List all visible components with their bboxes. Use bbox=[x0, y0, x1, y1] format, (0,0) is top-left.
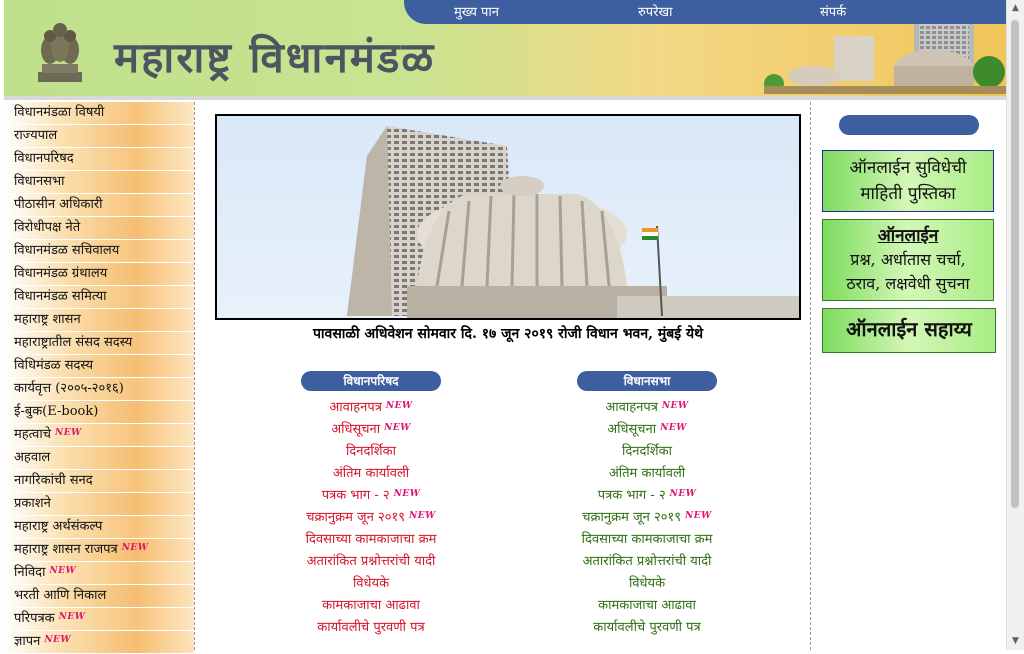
council-column bbox=[241, 370, 501, 639]
link-label: विधेयके bbox=[628, 576, 666, 591]
sidebar-item[interactable] bbox=[4, 309, 194, 331]
link-label: कामकाजाचा आढावा bbox=[598, 598, 696, 613]
link-label: कार्यावलीचे पुरवणी पत्र bbox=[317, 620, 425, 635]
link-label: अतारांकित प्रश्नोत्तरांची यादी bbox=[582, 554, 712, 569]
new-badge: NEW bbox=[121, 543, 149, 553]
sidebar-item-label: विधानमंडळ ग्रंथालय bbox=[14, 266, 108, 281]
sidebar-item[interactable] bbox=[4, 102, 194, 124]
online-help-button[interactable]: ऑनलाईन सहाय्य bbox=[822, 308, 996, 353]
council-link[interactable] bbox=[241, 551, 501, 573]
sidebar-item[interactable] bbox=[4, 332, 194, 354]
right-panel-header bbox=[839, 115, 979, 135]
session-caption: पावसाळी अधिवेशन सोमवार दि. १७ जून २०१९ रोजी विधान भवन, मुंबई येथे bbox=[312, 326, 704, 342]
state-emblem-icon bbox=[32, 20, 88, 84]
site-header bbox=[4, 0, 1006, 96]
sidebar-item-label: कार्यवृत्त (२००५-२०१६) bbox=[14, 381, 124, 396]
sidebar-item-label: विधानमंडळ सचिवालय bbox=[14, 243, 120, 258]
sidebar-item-label: विधानपरिषद bbox=[14, 151, 74, 166]
sidebar-item[interactable] bbox=[4, 240, 194, 262]
online-questions-button[interactable] bbox=[822, 219, 994, 301]
top-navigation bbox=[404, 0, 1006, 24]
assembly-link[interactable] bbox=[517, 529, 777, 551]
link-label: पत्रक भाग - २ bbox=[321, 488, 390, 503]
link-label: कार्यावलीचे पुरवणी पत्र bbox=[593, 620, 701, 635]
link-label: दिनदर्शिका bbox=[346, 444, 396, 459]
sidebar-item-label: ज्ञापन bbox=[14, 634, 41, 649]
sidebar-item-label: विधानसभा bbox=[14, 174, 65, 189]
sidebar-item[interactable] bbox=[4, 608, 194, 630]
booklet-line-2: माहिती पुस्तिका bbox=[860, 184, 956, 204]
sidebar-item[interactable] bbox=[4, 401, 194, 423]
link-label: अंतिम कार्यावली bbox=[608, 466, 686, 481]
new-badge: NEW bbox=[669, 489, 697, 499]
sidebar-item[interactable] bbox=[4, 125, 194, 147]
new-badge: NEW bbox=[661, 401, 689, 411]
council-link[interactable] bbox=[241, 485, 501, 507]
link-label: विधेयके bbox=[352, 576, 390, 591]
assembly-link[interactable] bbox=[517, 617, 777, 639]
sidebar-item-label: नागरिकांची सनद bbox=[14, 473, 93, 488]
assembly-link[interactable] bbox=[517, 397, 777, 419]
link-label: कामकाजाचा आढावा bbox=[322, 598, 420, 613]
link-label: आवाहनपत्र bbox=[605, 400, 658, 415]
link-label: अधिसूचना bbox=[331, 422, 381, 437]
sidebar-item-label: विधानमंडळ समित्या bbox=[14, 289, 107, 304]
sidebar-item[interactable] bbox=[4, 378, 194, 400]
assembly-link[interactable] bbox=[517, 419, 777, 441]
online-questions-line-1: प्रश्न, अर्धातास चर्चा, bbox=[850, 250, 966, 269]
assembly-link[interactable] bbox=[517, 595, 777, 617]
sidebar-item[interactable] bbox=[4, 286, 194, 308]
sidebar-item[interactable] bbox=[4, 539, 194, 561]
page bbox=[4, 0, 1006, 650]
sidebar-item[interactable] bbox=[4, 263, 194, 285]
council-link[interactable] bbox=[241, 419, 501, 441]
link-label: दिवसाच्या कामकाजाचा क्रम bbox=[305, 532, 437, 547]
right-divider bbox=[810, 102, 811, 650]
nav-link-contact[interactable]: संपर्क bbox=[820, 5, 847, 20]
assembly-link[interactable] bbox=[517, 485, 777, 507]
assembly-column bbox=[517, 370, 777, 639]
nav-link-home[interactable]: मुख्य पान bbox=[454, 5, 500, 20]
sidebar-item-label: प्रकाशने bbox=[14, 496, 51, 511]
link-label: दिनदर्शिका bbox=[622, 444, 672, 459]
sidebar-item-label: पीठासीन अधिकारी bbox=[14, 197, 103, 212]
sidebar-item[interactable] bbox=[4, 493, 194, 515]
booklet-line-1: ऑनलाईन सुविधेची bbox=[849, 158, 967, 178]
sidebar-item[interactable] bbox=[4, 148, 194, 170]
link-label: अतारांकित प्रश्नोत्तरांची यादी bbox=[306, 554, 436, 569]
council-link[interactable] bbox=[241, 397, 501, 419]
new-badge: NEW bbox=[409, 511, 436, 521]
scroll-up-arrow-icon[interactable]: ▲ bbox=[1007, 0, 1024, 17]
vertical-scrollbar[interactable] bbox=[1006, 0, 1024, 650]
nav-link-outline[interactable]: रुपरेखा bbox=[638, 5, 673, 20]
link-label: दिवसाच्या कामकाजाचा क्रम bbox=[581, 532, 713, 547]
sidebar-item-label: महाराष्ट्र अर्थसंकल्प bbox=[14, 519, 103, 534]
sidebar-item-label: परिपत्रक bbox=[14, 611, 55, 626]
sidebar-item[interactable] bbox=[4, 516, 194, 538]
assembly-link[interactable] bbox=[517, 573, 777, 595]
sidebar-item[interactable] bbox=[4, 217, 194, 239]
sidebar-item[interactable] bbox=[4, 194, 194, 216]
assembly-link[interactable] bbox=[517, 551, 777, 573]
sidebar-item-label: निविदा bbox=[14, 565, 46, 580]
council-link[interactable] bbox=[241, 441, 501, 463]
council-link[interactable] bbox=[241, 617, 501, 639]
left-divider bbox=[194, 102, 195, 650]
sidebar-item-label: भरती आणि निकाल bbox=[14, 588, 107, 603]
site-title: महाराष्ट्र विधानमंडळ bbox=[114, 33, 436, 82]
assembly-header[interactable]: विधानसभा bbox=[577, 371, 717, 391]
sidebar-item-label: राज्यपाल bbox=[14, 128, 58, 143]
new-badge: NEW bbox=[393, 489, 421, 499]
sidebar-item[interactable] bbox=[4, 562, 194, 584]
scroll-down-arrow-icon[interactable]: ▼ bbox=[1007, 633, 1024, 650]
council-link[interactable] bbox=[241, 507, 501, 529]
link-label: चक्रानुक्रम जून २०१९ bbox=[306, 510, 406, 525]
online-questions-title: ऑनलाईन bbox=[877, 226, 939, 246]
online-questions-line-2: ठराव, लक्षवेधी सुचना bbox=[846, 274, 970, 293]
assembly-link[interactable] bbox=[517, 441, 777, 463]
assembly-link[interactable] bbox=[517, 507, 777, 529]
scrollbar-thumb[interactable] bbox=[1011, 20, 1019, 508]
new-badge: NEW bbox=[49, 566, 77, 576]
sidebar-item-label: महाराष्ट्र शासन bbox=[14, 312, 81, 327]
sidebar-item-label: महाराष्ट्रातील संसद सदस्य bbox=[14, 335, 133, 350]
link-label: आवाहनपत्र bbox=[329, 400, 382, 415]
sidebar-item[interactable] bbox=[4, 171, 194, 193]
sidebar-item[interactable] bbox=[4, 447, 194, 469]
council-link[interactable] bbox=[241, 595, 501, 617]
council-header[interactable]: विधानपरिषद bbox=[301, 371, 441, 391]
link-label: अधिसूचना bbox=[607, 422, 657, 437]
sidebar-menu bbox=[4, 102, 194, 654]
new-badge: NEW bbox=[58, 612, 86, 622]
new-badge: NEW bbox=[54, 428, 82, 438]
new-badge: NEW bbox=[384, 423, 411, 433]
sidebar-item-label: ई-बुक(E-book) bbox=[14, 404, 99, 419]
sidebar-item-label: विधानमंडळा विषयी bbox=[14, 105, 105, 120]
online-facility-booklet-button[interactable] bbox=[822, 150, 994, 212]
sidebar-item[interactable] bbox=[4, 585, 194, 607]
assembly-link[interactable] bbox=[517, 463, 777, 485]
link-label: अंतिम कार्यावली bbox=[332, 466, 410, 481]
sidebar-item-label: विधिमंडळ सदस्य bbox=[14, 358, 93, 373]
new-badge: NEW bbox=[385, 401, 413, 411]
council-link[interactable] bbox=[241, 463, 501, 485]
link-label: पत्रक भाग - २ bbox=[597, 488, 666, 503]
sidebar-item-label: महत्वाचे bbox=[14, 427, 51, 442]
new-badge: NEW bbox=[44, 635, 72, 645]
sidebar-item-label: अहवाल bbox=[14, 450, 51, 465]
sidebar-item-label: विरोधीपक्ष नेते bbox=[14, 220, 81, 235]
council-link[interactable] bbox=[241, 529, 501, 551]
new-badge: NEW bbox=[660, 423, 687, 433]
vidhan-bhavan-photo bbox=[215, 114, 801, 320]
new-badge: NEW bbox=[685, 511, 712, 521]
sidebar-item-label: महाराष्ट्र शासन राजपत्र bbox=[14, 542, 118, 557]
sidebar-item[interactable] bbox=[4, 470, 194, 492]
sidebar-item[interactable] bbox=[4, 424, 194, 446]
header-divider bbox=[4, 96, 1006, 100]
link-label: चक्रानुक्रम जून २०१९ bbox=[582, 510, 682, 525]
council-link[interactable] bbox=[241, 573, 501, 595]
sidebar-item[interactable] bbox=[4, 355, 194, 377]
